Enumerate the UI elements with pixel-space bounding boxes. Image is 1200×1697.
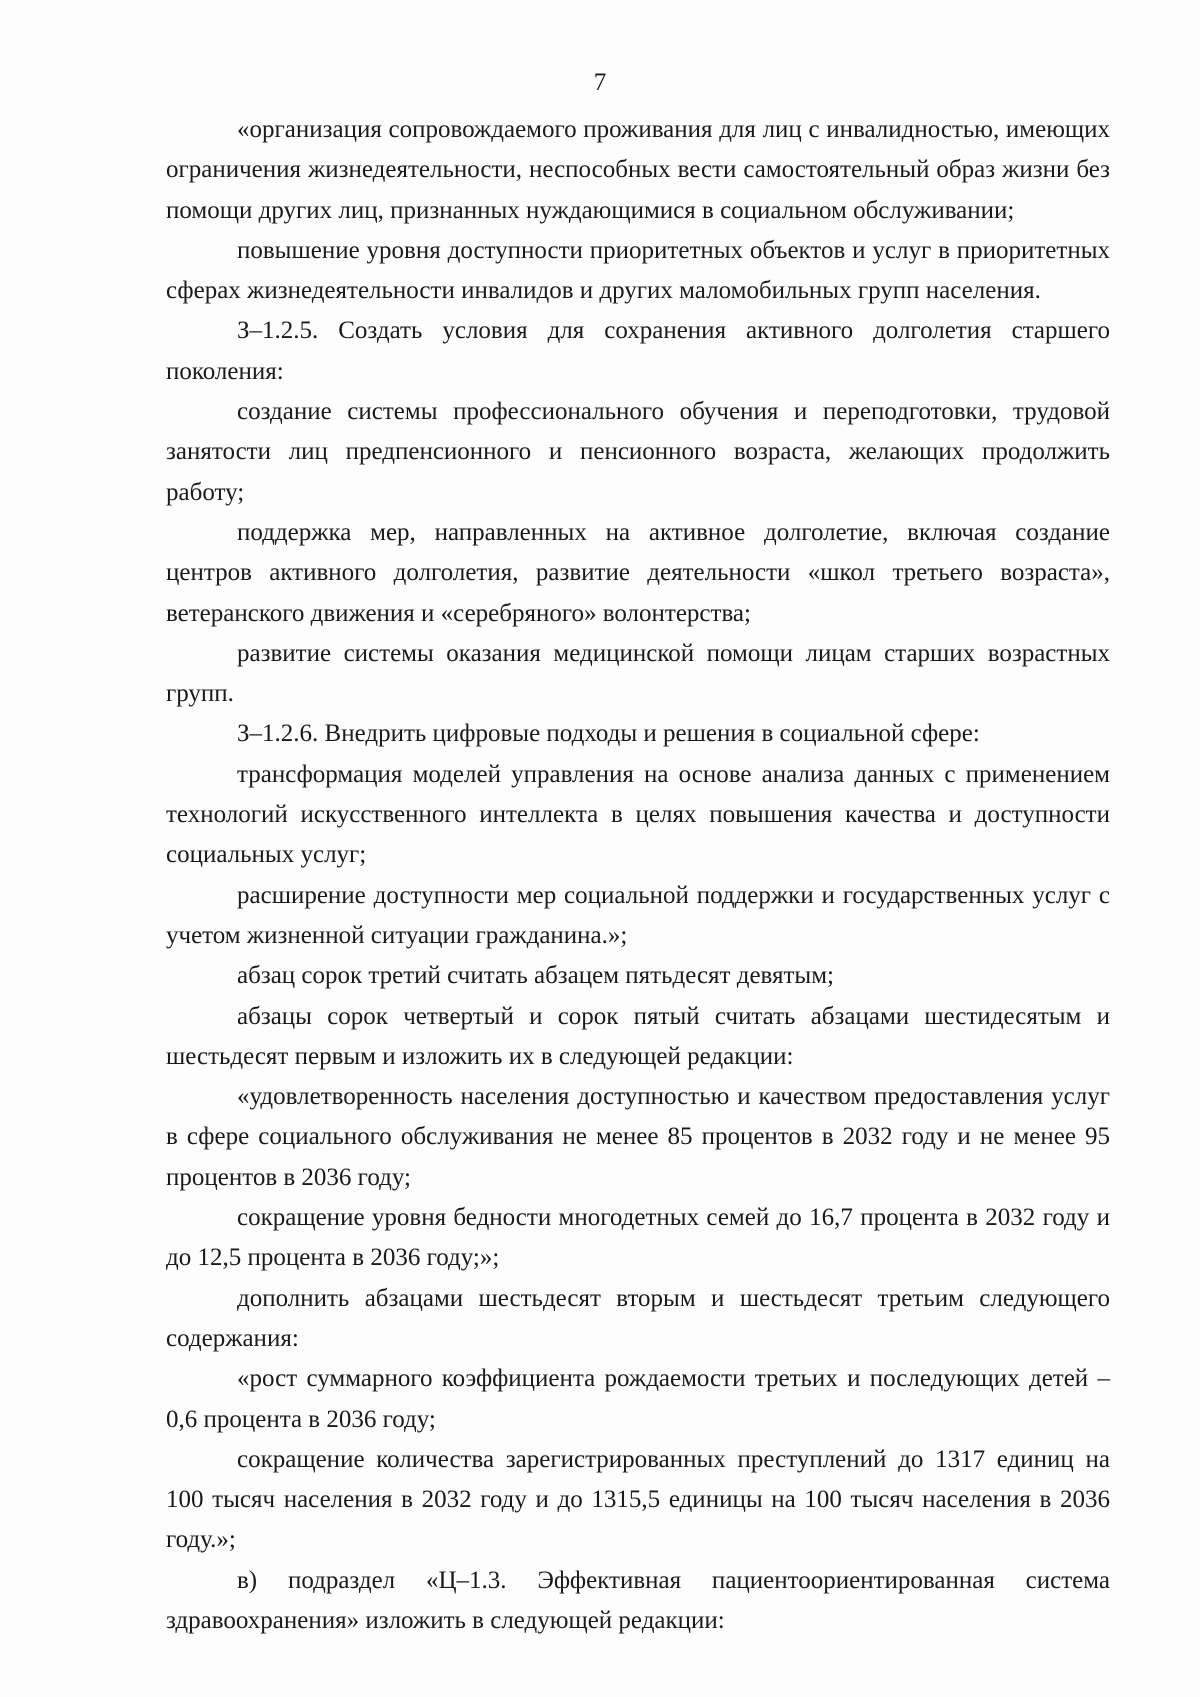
paragraph: повышение уровня доступности приоритетных объектов и услуг в приоритетных сферах жизнедеятельности инвалидов и других маломобильных групп населения. xyxy=(166,236,1110,305)
paragraph: в) подраздел «Ц–1.3. Эффективная пациентоориентированная система здравоохранения» изложить в следующей редакции: xyxy=(166,1566,1110,1634)
paragraph: «удовлетворенность населения доступностью и качеством предоставления услуг в сфере социального обслуживания не менее 85 процентов в 2032 году и не менее 95 процентов в 2036 году; xyxy=(166,1083,1110,1191)
paragraph: развитие системы оказания медицинской помощи лицам старших возрастных групп. xyxy=(166,639,1110,708)
paragraph: «рост суммарного коэффициента рождаемости третьих и последующих детей – 0,6 процента в 2036 году; xyxy=(166,1365,1110,1433)
paragraph: создание системы профессионального обучения и переподготовки, трудовой занятости лиц предпенсионного и пенсионного возраста, желающих продолжить работу; xyxy=(166,398,1110,506)
paragraph: трансформация моделей управления на основе анализа данных с применением технологий искусственного интеллекта в целях повышения качества и доступности социальных услуг; xyxy=(166,760,1110,869)
paragraph: абзацы сорок четвертый и сорок пятый считать абзацами шестидесятым и шестьдесят первым и изложить их в следующей редакции: xyxy=(166,1002,1110,1070)
paragraph: З–1.2.5. Создать условия для сохранения активного долголетия старшего поколения: xyxy=(166,317,1110,385)
paragraph: сокращение количества зарегистрированных преступлений до 1317 единиц на 100 тысяч населения в 2032 году и до 1315,5 единицы на 100 тысяч населения в 2036 году.»; xyxy=(166,1445,1110,1554)
paragraph: дополнить абзацами шестьдесят вторым и шестьдесят третьим следующего содержания: xyxy=(166,1284,1110,1352)
paragraph: «организация сопровождаемого проживания для лиц с инвалидностью, имеющих ограничения жизнедеятельности, неспособных вести самостоятельный образ жизни без помощи других лиц, признанных нуждающимися в социальном обслуживании; xyxy=(166,116,1110,224)
paragraph: З–1.2.6. Внедрить цифровые подходы и решения в социальной сфере: xyxy=(237,720,980,748)
document-body xyxy=(166,110,1110,1641)
paragraph: сокращение уровня бедности многодетных семей до 16,7 процента в 2032 году и до 12,5 процента в 2036 году;»; xyxy=(166,1204,1110,1272)
paragraph: поддержка мер, направленных на активное долголетие, включая создание центров активного долголетия, развитие деятельности «школ третьего возраста», ветеранского движения и «серебряного» волонтерства; xyxy=(166,518,1110,627)
paragraph: расширение доступности мер социальной поддержки и государственных услуг с учетом жизненной ситуации гражданина.»; xyxy=(166,881,1110,949)
page-number: 7 xyxy=(593,69,607,96)
paragraph: абзац сорок третий считать абзацем пятьдесят девятым; xyxy=(237,962,834,990)
